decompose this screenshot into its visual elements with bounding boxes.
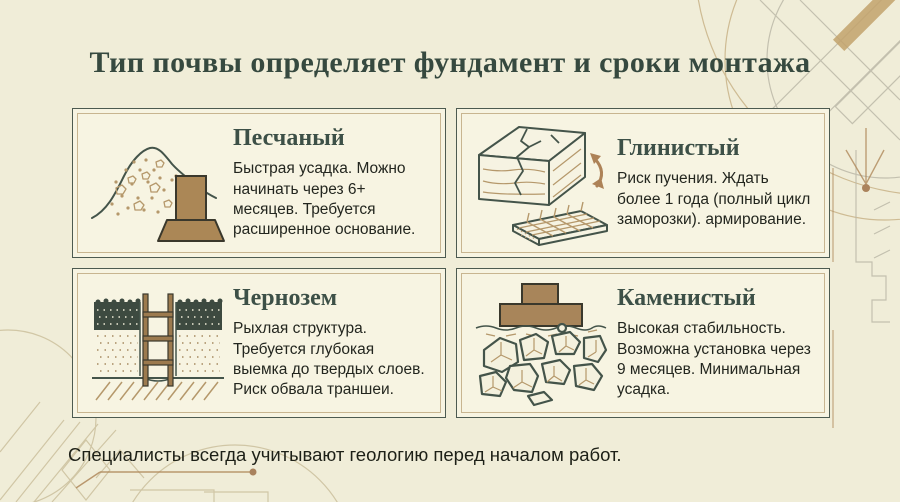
- card-chernozem: [72, 268, 446, 418]
- card-title: Глинистый: [617, 135, 740, 162]
- trench-ladder-icon: [83, 280, 233, 406]
- card-description: Риск пучения. Ждать более 1 года (полный цикл заморозки). армирование.: [617, 170, 811, 229]
- card-sandy: [72, 108, 446, 258]
- sand-mound-foundation-icon: [83, 120, 233, 246]
- card-clay: [456, 108, 830, 258]
- cards-grid: [72, 108, 830, 418]
- card-title: Чернозем: [233, 285, 338, 312]
- foundation-on-rocks-icon: [467, 278, 617, 408]
- cracked-clay-rebar-icon: [467, 113, 617, 253]
- page-title: Тип почвы определяет фундамент и сроки монтажа: [89, 46, 811, 79]
- card-title: Песчаный: [233, 125, 345, 152]
- card-description: Быстрая усадка. Можно начинать через 6+ месяцев. Требуется расширенное основание.: [233, 160, 416, 239]
- card-title: Каменистый: [617, 285, 756, 312]
- card-rocky: [456, 268, 830, 418]
- footer-note: Специалисты всегда учитывают геологию перед началом работ.: [68, 444, 622, 465]
- card-description: Высокая стабильность. Возможна установка через 9 месяцев. Минимальная усадка.: [617, 320, 811, 399]
- card-description: Рыхлая структура. Требуется глубокая выемка до твердых слоев. Риск обвала траншеи.: [233, 320, 425, 399]
